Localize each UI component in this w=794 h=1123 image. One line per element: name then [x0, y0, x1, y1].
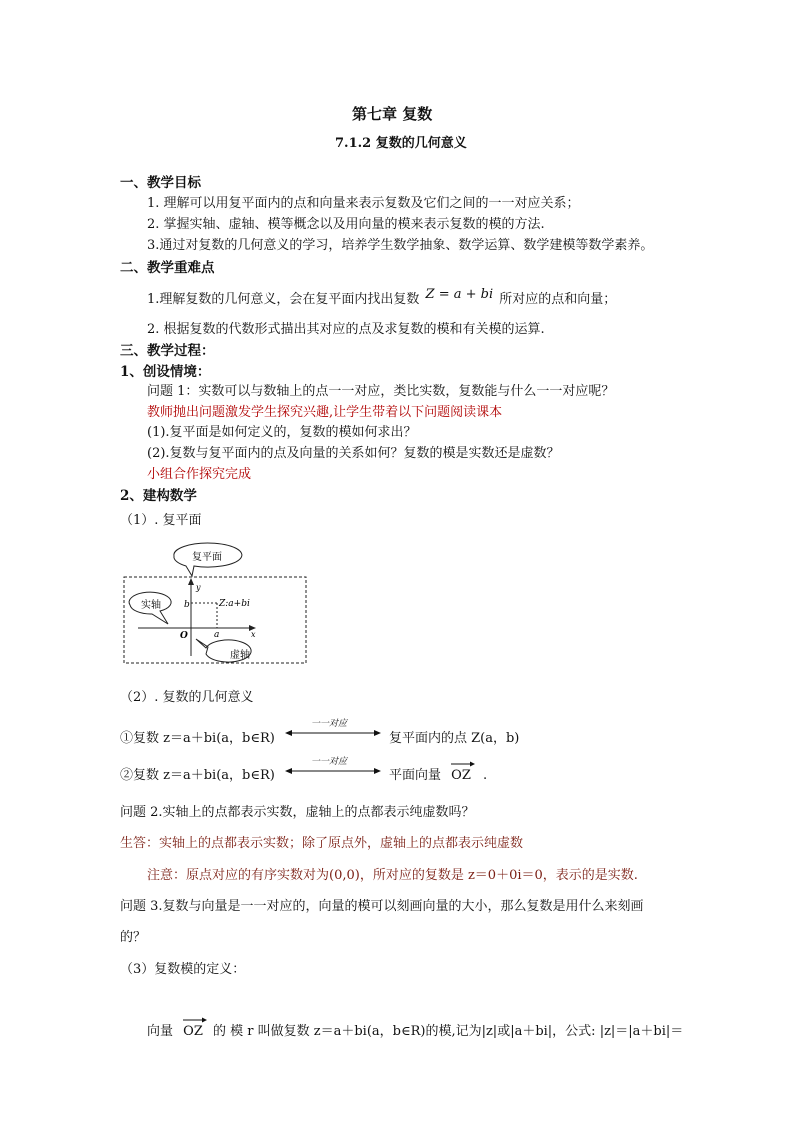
geometry-row-2-arrow — [285, 754, 381, 778]
key-points-heading: 二、教学重难点 — [120, 260, 215, 276]
modulus-heading: （3）复数模的定义： — [120, 962, 246, 977]
double-arrow-icon — [285, 728, 381, 738]
double-arrow-icon — [285, 766, 381, 776]
question-3-line-1: 问题 3.复数与向量是一一对应的，向量的模可以刻画向量的大小，那么复数是用什么来刻画 — [120, 899, 644, 914]
callout-imag-label: 虚轴 — [230, 650, 250, 661]
geometry-row-1-left: ①复数 z＝a＋bi(a，b∈R) — [120, 731, 275, 746]
key-point-formula: Z = a + bi — [425, 287, 494, 302]
geometry-row-2-left: ②复数 z＝a＋bi(a，b∈R) — [120, 768, 275, 783]
key-point-item-1-text-before: 1.理解复数的几何意义，会在复平面内找出复数 — [147, 292, 420, 307]
b-label: b — [184, 600, 190, 610]
modulus-definition — [147, 1020, 683, 1039]
objective-item-3: 3.通过对复数的几何意义的学习，培养学生数学抽象、数学运算、数学建模等数学素养。 — [147, 238, 654, 253]
complex-plane-diagram — [120, 540, 310, 668]
y-axis-label: y — [196, 583, 201, 592]
geometry-row-1-arrow — [285, 716, 381, 740]
a-label: a — [214, 630, 220, 640]
section-title: 7.1.2 复数的几何意义 — [335, 136, 467, 151]
objectives-heading: 一、教学目标 — [120, 175, 201, 191]
geometry-row-2-right — [389, 764, 487, 783]
plane-vector-text: 平面向量 — [389, 768, 442, 783]
question-2: 问题 2.实轴上的点都表示实数，虚轴上的点都表示纯虚数吗？ — [120, 805, 475, 820]
objective-item-1: 1. 理解可以用复平面内的点和向量来表示复数及它们之间的一一对应关系； — [147, 196, 580, 211]
arrow-label: 一一对应 — [311, 757, 348, 767]
process-heading: 三、教学过程： — [120, 343, 215, 359]
modulus-text-after: 的 模 r 叫做复数 z＝a＋bi(a，b∈R)的模,记为|z|或|a＋bi|，公式: |z|＝|a＋bi|＝ — [213, 1024, 684, 1039]
vector-arrow-icon — [183, 1017, 207, 1023]
vector-arrow-icon — [451, 761, 475, 767]
key-point-item-1 — [147, 288, 616, 307]
geometry-row-1-right: 复平面内的点 Z(a，b) — [389, 731, 520, 746]
vector-oz-modulus: OZ — [183, 1024, 203, 1039]
sub-question-2: (2).复数与复平面内的点及向量的关系如何？复数的模是实数还是虚数？ — [147, 446, 560, 461]
sub-question-1: (1).复平面是如何定义的，复数的模如何求出？ — [147, 425, 417, 440]
y-axis-arrow — [188, 578, 194, 585]
scene-heading: 1、创设情境： — [120, 364, 211, 380]
question-1: 问题 1：实数可以与数轴上的点一一对应，类比实数，复数能与什么一一对应呢？ — [147, 384, 615, 399]
x-axis-label: x — [251, 630, 256, 639]
build-heading: 2、建构数学 — [120, 488, 197, 504]
key-point-item-1-text-after: 所对应的点和向量； — [499, 292, 617, 307]
objective-item-2: 2. 掌握实轴、虚轴、模等概念以及用向量的模来表示复数的模的方法. — [147, 217, 545, 232]
plane-heading: （1）. 复平面 — [120, 513, 202, 528]
key-point-item-2: 2. 根据复数的代数形式描出其对应的点及求复数的模和有关模的运算. — [147, 322, 545, 337]
question-3-line-2: 的？ — [120, 930, 147, 945]
callout-plane-label: 复平面 — [192, 552, 222, 563]
origin-label: O — [180, 631, 188, 641]
vector-oz: OZ — [451, 768, 471, 783]
row-2-period: . — [483, 768, 488, 783]
student-answer: 生答：实轴上的点都表示实数；除了原点外，虚轴上的点都表示纯虚数 — [120, 836, 524, 851]
modulus-text-before: 向量 — [147, 1024, 174, 1039]
note: 注意：原点对应的有序实数对为(0,0)，所对应的复数是 z＝0＋0i＝0，表示的是实数. — [147, 868, 638, 883]
point-z-label: Z:a+bi — [219, 599, 250, 609]
chapter-title: 第七章 复数 — [352, 105, 433, 123]
callout-real-label: 实轴 — [141, 600, 161, 611]
group-note: 小组合作探究完成 — [147, 467, 252, 482]
arrow-label: 一一对应 — [311, 719, 348, 729]
teacher-note: 教师抛出问题激发学生探究兴趣,让学生带着以下问题阅读课本 — [147, 405, 503, 420]
geometry-heading: （2）. 复数的几何意义 — [120, 690, 254, 705]
